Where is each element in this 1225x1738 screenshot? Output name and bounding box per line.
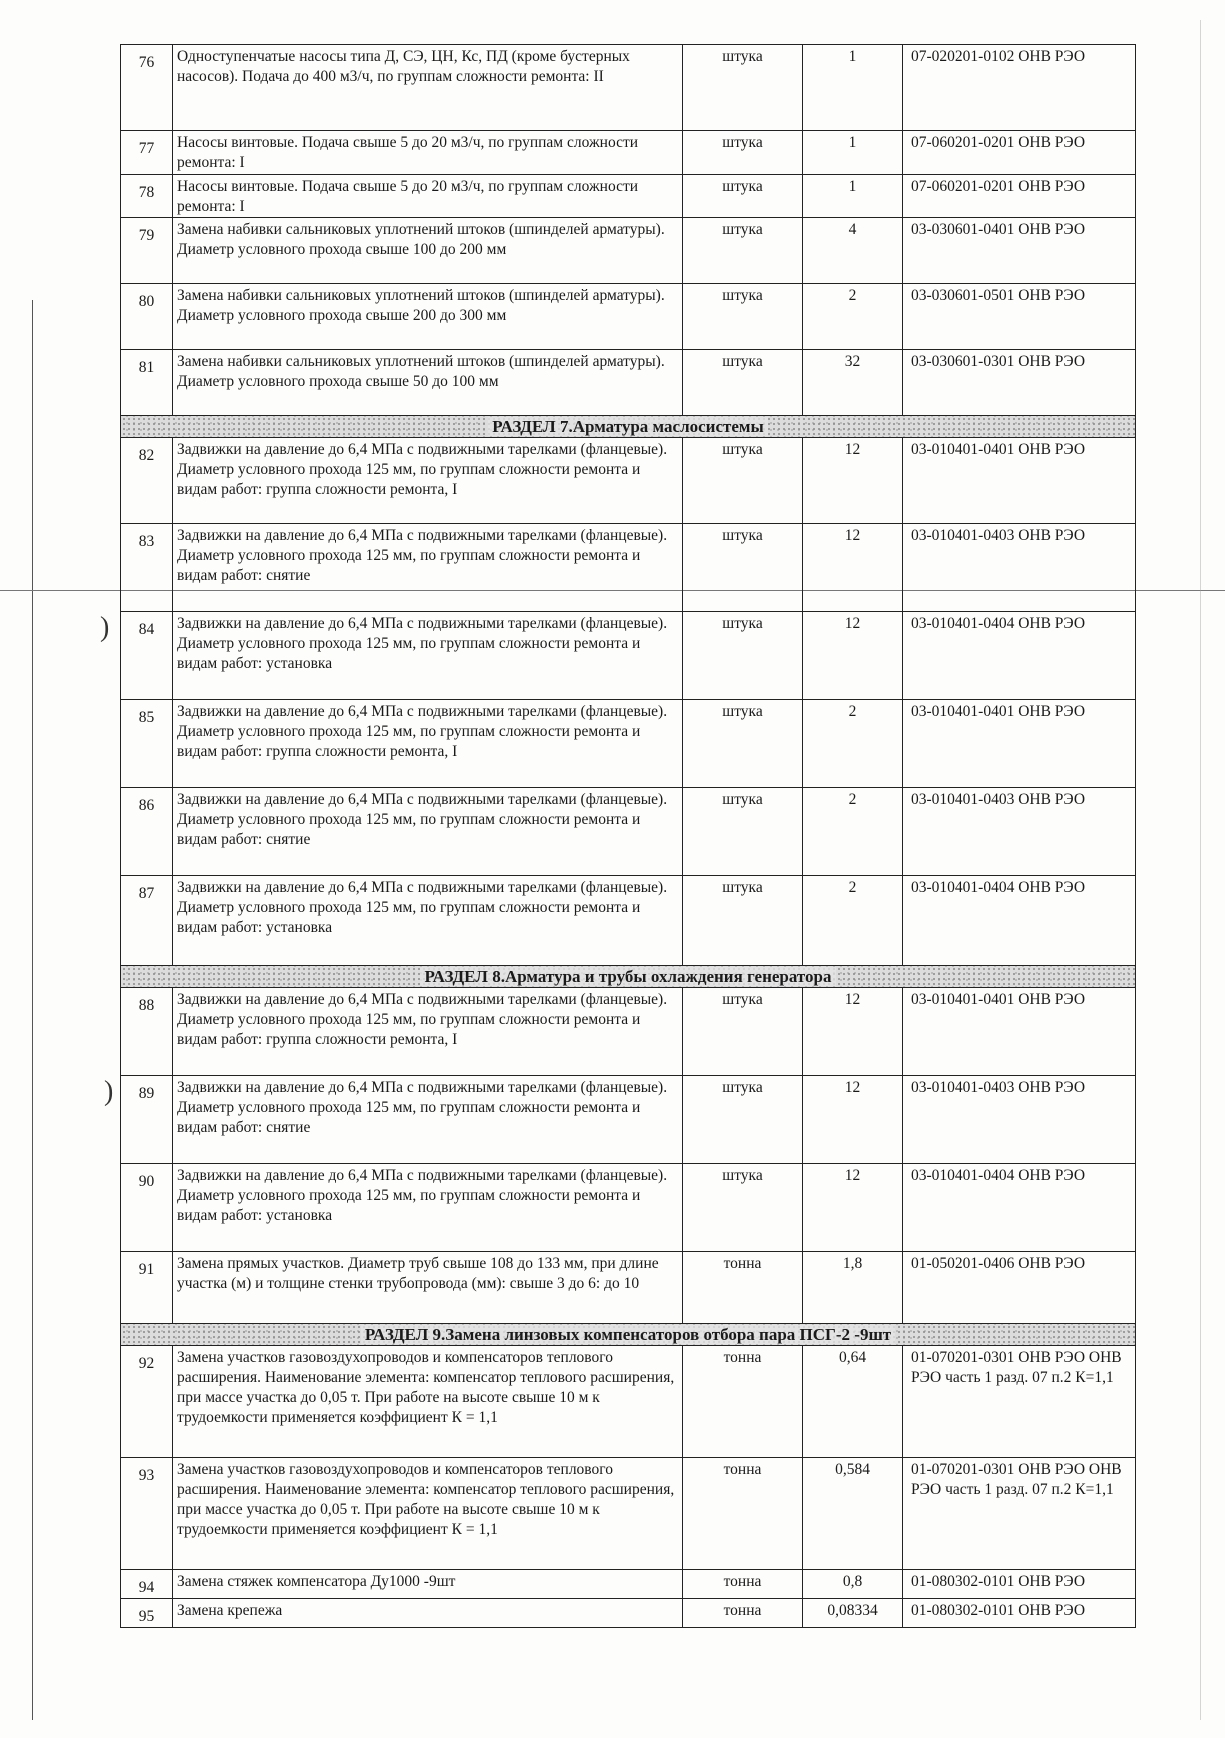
- row-number: 89: [121, 1076, 173, 1164]
- row-unit: штука: [683, 1164, 803, 1252]
- section-title: РАЗДЕЛ 9.Замена линзовых компенсаторов отбора пара ПСГ-2 -9шт: [361, 1325, 895, 1344]
- row-code: 07-060201-0201 ОНВ РЭО: [903, 175, 1136, 218]
- row-unit: штука: [683, 612, 803, 700]
- row-quantity: 12: [803, 612, 903, 700]
- row-description: Задвижки на давление до 6,4 МПа с подвижными тарелками (фланцевые). Диаметр условного прохода 125 мм, по группам сложности ремонта и видам работ: установка: [173, 1164, 683, 1252]
- row-code: 03-010401-0403 ОНВ РЭО: [903, 788, 1136, 876]
- section-title: РАЗДЕЛ 8.Арматура и трубы охлаждения генератора: [420, 967, 835, 986]
- row-quantity: 2: [803, 284, 903, 350]
- table-row: [121, 524, 1136, 612]
- row-unit: штука: [683, 45, 803, 131]
- row-description: Одноступенчатые насосы типа Д, СЭ, ЦН, Кс, ПД (кроме бустерных насосов). Подача до 400 м3/ч, по группам сложности ремонта: II: [173, 45, 683, 131]
- row-code: 07-020201-0102 ОНВ РЭО: [903, 45, 1136, 131]
- row-number: 79: [121, 218, 173, 284]
- row-quantity: 12: [803, 988, 903, 1076]
- table-row: [121, 1252, 1136, 1324]
- row-number: 87: [121, 876, 173, 966]
- row-unit: штука: [683, 788, 803, 876]
- row-quantity: 12: [803, 524, 903, 612]
- row-code: 03-010401-0401 ОНВ РЭО: [903, 700, 1136, 788]
- table-row: [121, 175, 1136, 218]
- row-code: 01-070201-0301 ОНВ РЭО ОНВ РЭО часть 1 разд. 07 п.2 К=1,1: [903, 1346, 1136, 1458]
- table-row: [121, 131, 1136, 175]
- table-row: [121, 988, 1136, 1076]
- row-quantity: 32: [803, 350, 903, 416]
- row-description: Задвижки на давление до 6,4 МПа с подвижными тарелками (фланцевые). Диаметр условного прохода 125 мм, по группам сложности ремонта и видам работ: группа сложности ремонта, I: [173, 988, 683, 1076]
- row-description: Задвижки на давление до 6,4 МПа с подвижными тарелками (фланцевые). Диаметр условного прохода 125 мм, по группам сложности ремонта и видам работ: группа сложности ремонта, I: [173, 700, 683, 788]
- table-row: [121, 1076, 1136, 1164]
- row-description: Замена набивки сальниковых уплотнений штоков (шпинделей арматуры). Диаметр условного прохода свыше 100 до 200 мм: [173, 218, 683, 284]
- row-code: 03-010401-0404 ОНВ РЭО: [903, 876, 1136, 966]
- row-description: Замена набивки сальниковых уплотнений штоков (шпинделей арматуры). Диаметр условного прохода свыше 50 до 100 мм: [173, 350, 683, 416]
- row-number: 86: [121, 788, 173, 876]
- row-unit: штука: [683, 524, 803, 612]
- row-description: Задвижки на давление до 6,4 МПа с подвижными тарелками (фланцевые). Диаметр условного прохода 125 мм, по группам сложности ремонта и видам работ: установка: [173, 612, 683, 700]
- row-description: Замена прямых участков. Диаметр труб свыше 108 до 133 мм, при длине участка (м) и толщине стенки трубопровода (мм): свыше 3 до 6: до 10: [173, 1252, 683, 1324]
- row-code: 01-080302-0101 ОНВ РЭО: [903, 1570, 1136, 1599]
- table-row: [121, 350, 1136, 416]
- row-unit: штука: [683, 438, 803, 524]
- row-code: 03-010401-0401 ОНВ РЭО: [903, 438, 1136, 524]
- row-quantity: 1,8: [803, 1252, 903, 1324]
- row-unit: штука: [683, 218, 803, 284]
- estimate-table: [120, 44, 1136, 1628]
- row-number: 91: [121, 1252, 173, 1324]
- row-quantity: 12: [803, 1164, 903, 1252]
- row-unit: тонна: [683, 1346, 803, 1458]
- row-description: Насосы винтовые. Подача свыше 5 до 20 м3/ч, по группам сложности ремонта: I: [173, 175, 683, 218]
- row-description: Задвижки на давление до 6,4 МПа с подвижными тарелками (фланцевые). Диаметр условного прохода 125 мм, по группам сложности ремонта и видам работ: снятие: [173, 524, 683, 612]
- scan-artifact-line: [32, 300, 33, 1720]
- row-quantity: 0,8: [803, 1570, 903, 1599]
- row-quantity: 2: [803, 876, 903, 966]
- row-code: 07-060201-0201 ОНВ РЭО: [903, 131, 1136, 175]
- row-number: 94: [121, 1570, 173, 1599]
- row-description: Замена участков газовоздухопроводов и компенсаторов теплового расширения. Наименование элемента: компенсатор теплового расширения, при массе участка до 0,05 т. При работе на высоте свыше 10 м к трудоемкости применяется коэффициент К = 1,1: [173, 1346, 683, 1458]
- row-code: 03-010401-0403 ОНВ РЭО: [903, 524, 1136, 612]
- row-description: Насосы винтовые. Подача свыше 5 до 20 м3/ч, по группам сложности ремонта: I: [173, 131, 683, 175]
- row-number: 76: [121, 45, 173, 131]
- row-code: 03-010401-0403 ОНВ РЭО: [903, 1076, 1136, 1164]
- row-description: Замена участков газовоздухопроводов и компенсаторов теплового расширения. Наименование элемента: компенсатор теплового расширения, при массе участка до 0,05 т. При работе на высоте свыше 10 м к трудоемкости применяется коэффициент К = 1,1: [173, 1458, 683, 1570]
- table-row: [121, 438, 1136, 524]
- row-number: 81: [121, 350, 173, 416]
- row-unit: штука: [683, 175, 803, 218]
- scan-mark: ): [104, 1076, 114, 1107]
- row-number: 92: [121, 1346, 173, 1458]
- row-description: Задвижки на давление до 6,4 МПа с подвижными тарелками (фланцевые). Диаметр условного прохода 125 мм, по группам сложности ремонта и видам работ: установка: [173, 876, 683, 966]
- row-code: 01-070201-0301 ОНВ РЭО ОНВ РЭО часть 1 разд. 07 п.2 К=1,1: [903, 1458, 1136, 1570]
- table-row: [121, 876, 1136, 966]
- row-unit: штука: [683, 350, 803, 416]
- row-number: 85: [121, 700, 173, 788]
- table-row: [121, 1164, 1136, 1252]
- row-unit: штука: [683, 131, 803, 175]
- row-quantity: 0,584: [803, 1458, 903, 1570]
- row-unit: тонна: [683, 1458, 803, 1570]
- row-code: 01-080302-0101 ОНВ РЭО: [903, 1599, 1136, 1628]
- row-number: 82: [121, 438, 173, 524]
- row-number: 88: [121, 988, 173, 1076]
- row-unit: тонна: [683, 1599, 803, 1628]
- row-quantity: 4: [803, 218, 903, 284]
- row-number: 84: [121, 612, 173, 700]
- row-unit: штука: [683, 1076, 803, 1164]
- row-unit: штука: [683, 876, 803, 966]
- row-number: 80: [121, 284, 173, 350]
- row-description: Задвижки на давление до 6,4 МПа с подвижными тарелками (фланцевые). Диаметр условного прохода 125 мм, по группам сложности ремонта и видам работ: группа сложности ремонта, I: [173, 438, 683, 524]
- row-description: Замена крепежа: [173, 1599, 683, 1628]
- scan-edge: [1200, 20, 1201, 1720]
- row-code: 03-030601-0301 ОНВ РЭО: [903, 350, 1136, 416]
- row-unit: тонна: [683, 1252, 803, 1324]
- table-row: [121, 284, 1136, 350]
- table-row: [121, 1570, 1136, 1599]
- row-quantity: 2: [803, 788, 903, 876]
- row-quantity: 1: [803, 175, 903, 218]
- section-title: РАЗДЕЛ 7.Арматура маслосистемы: [488, 417, 768, 436]
- row-code: 03-030601-0401 ОНВ РЭО: [903, 218, 1136, 284]
- row-description: Замена стяжек компенсатора Ду1000 -9шт: [173, 1570, 683, 1599]
- row-number: 93: [121, 1458, 173, 1570]
- scan-mark: ): [100, 612, 110, 643]
- row-description: Замена набивки сальниковых уплотнений штоков (шпинделей арматуры). Диаметр условного прохода свыше 200 до 300 мм: [173, 284, 683, 350]
- row-number: 77: [121, 131, 173, 175]
- row-code: 03-010401-0401 ОНВ РЭО: [903, 988, 1136, 1076]
- row-code: 03-010401-0404 ОНВ РЭО: [903, 1164, 1136, 1252]
- row-quantity: 12: [803, 1076, 903, 1164]
- table-row: [121, 1346, 1136, 1458]
- row-code: 01-050201-0406 ОНВ РЭО: [903, 1252, 1136, 1324]
- row-quantity: 0,08334: [803, 1599, 903, 1628]
- row-quantity: 2: [803, 700, 903, 788]
- row-unit: штука: [683, 700, 803, 788]
- row-unit: штука: [683, 988, 803, 1076]
- row-quantity: 1: [803, 131, 903, 175]
- row-description: Задвижки на давление до 6,4 МПа с подвижными тарелками (фланцевые). Диаметр условного прохода 125 мм, по группам сложности ремонта и видам работ: снятие: [173, 1076, 683, 1164]
- section-header: [121, 416, 1136, 438]
- table-row: [121, 1458, 1136, 1570]
- row-number: 90: [121, 1164, 173, 1252]
- row-number: 83: [121, 524, 173, 612]
- table-row: [121, 45, 1136, 131]
- table-row: [121, 612, 1136, 700]
- table-row: [121, 1599, 1136, 1628]
- section-header: [121, 966, 1136, 988]
- table-row: [121, 218, 1136, 284]
- table-row: [121, 788, 1136, 876]
- row-number: 95: [121, 1599, 173, 1628]
- row-description: Задвижки на давление до 6,4 МПа с подвижными тарелками (фланцевые). Диаметр условного прохода 125 мм, по группам сложности ремонта и видам работ: снятие: [173, 788, 683, 876]
- table-row: [121, 700, 1136, 788]
- row-number: 78: [121, 175, 173, 218]
- row-quantity: 12: [803, 438, 903, 524]
- section-header: [121, 1324, 1136, 1346]
- row-unit: штука: [683, 284, 803, 350]
- row-unit: тонна: [683, 1570, 803, 1599]
- row-quantity: 0,64: [803, 1346, 903, 1458]
- row-code: 03-010401-0404 ОНВ РЭО: [903, 612, 1136, 700]
- row-quantity: 1: [803, 45, 903, 131]
- row-code: 03-030601-0501 ОНВ РЭО: [903, 284, 1136, 350]
